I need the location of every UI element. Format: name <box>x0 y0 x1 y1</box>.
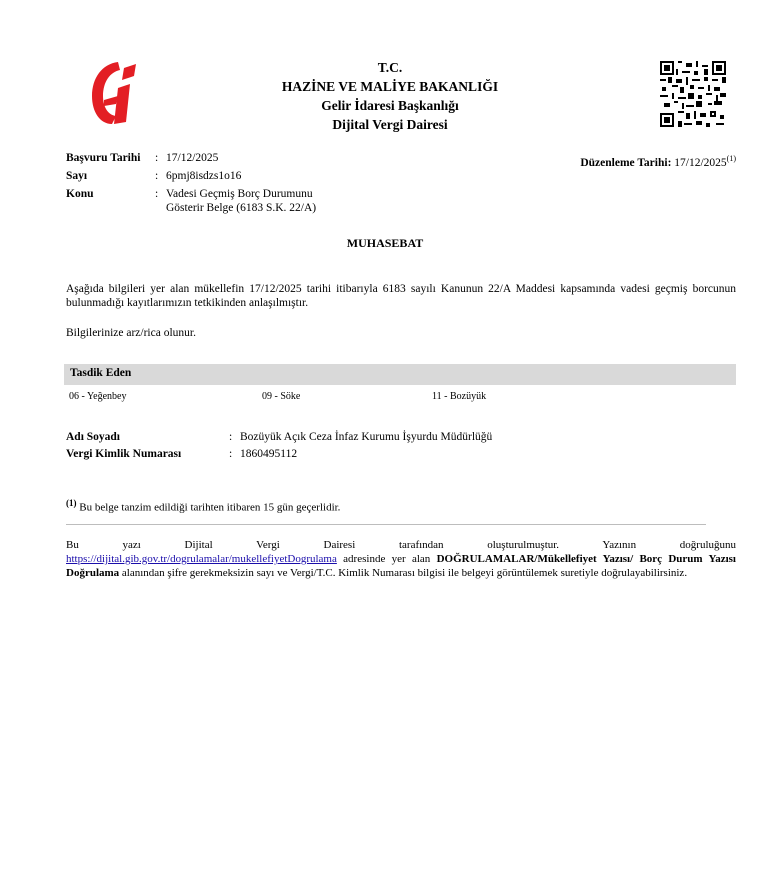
application-date-value: 17/12/2025 <box>166 152 219 164</box>
issue-date-label: Düzenleme Tarihi: <box>580 156 672 169</box>
header-office: Dijital Vergi Dairesi <box>332 117 448 132</box>
divider <box>66 524 706 525</box>
application-date-label: Başvuru Tarihi <box>66 152 141 164</box>
number-colon: : <box>155 170 159 182</box>
approver-office-2: 09 - Söke <box>262 391 301 402</box>
header-directorate: Gelir İdaresi Başkanlığı <box>321 98 459 113</box>
header-ministry: HAZİNE VE MALİYE BAKANLIĞI <box>281 79 499 94</box>
tax-id-colon: : <box>229 448 233 460</box>
header-tc: T.C. <box>377 60 403 75</box>
body-paragraph-2: Bilgilerinize arz/rica olunur. <box>66 327 196 339</box>
qr-code <box>660 61 726 127</box>
tax-id-label: Vergi Kimlik Numarası <box>66 448 182 460</box>
number-value: 6pmj8isdzs1o16 <box>166 170 242 182</box>
subject-colon: : <box>155 188 159 200</box>
application-date-colon: : <box>155 152 159 164</box>
gib-logo <box>88 60 138 126</box>
footnote <box>66 498 340 514</box>
verification-paragraph <box>66 538 736 580</box>
document-title: MUHASEBAT <box>346 236 424 250</box>
verification-text-a: adresinde yer alan <box>336 553 437 565</box>
name-colon: : <box>229 431 233 443</box>
name-label: Adı Soyadı <box>66 431 121 443</box>
approver-header: Tasdik Eden <box>70 367 132 379</box>
issue-date <box>580 152 736 170</box>
footnote-marker: (1) <box>66 498 77 508</box>
tax-id-value: 1860495112 <box>240 448 298 460</box>
verification-link[interactable]: https://dijital.gib.gov.tr/dogrulamalar/mukellefiyetDogrulama <box>66 553 337 565</box>
approver-office-1: 06 - Yeğenbey <box>69 391 127 402</box>
verification-text-b: alanından şifre gerekmeksizin sayı ve Vergi/T.C. Kimlik Numarası bilgisi ile belgeyi görüntülemek suretiyle doğrulayabilirsiniz. <box>119 567 688 579</box>
name-value: Bozüyük Açık Ceza İnfaz Kurumu İşyurdu Müdürlüğü <box>240 431 493 443</box>
subject-label: Konu <box>66 188 94 200</box>
subject-value-line1: Vadesi Geçmiş Borç Durumunu <box>166 188 313 200</box>
verification-line-1: Bu yazı Dijital Vergi Dairesi tarafından oluşturulmuştur. Yazının doğruluğunu <box>66 539 736 551</box>
approver-header-band <box>64 364 736 385</box>
verification-bold: DOĞRULAMALAR/Mükellefiyet Yazısı/ Borç Durum Yazısı Doğrulama <box>66 553 736 579</box>
document-header <box>180 58 600 134</box>
approver-office-3: 11 - Bozüyük <box>432 391 487 402</box>
footnote-text: Bu belge tanzim edildiği tarihten itibaren 15 gün geçerlidir. <box>79 501 341 514</box>
issue-date-footnote-marker: (1) <box>726 154 736 163</box>
body-paragraph-1: Aşağıda bilgileri yer alan mükellefin 17/12/2025 tarihi itibarıyla 6183 sayılı Kanunun 22/A Maddesi kapsamında vadesi geçmiş borcunun bulunmadığı kayıtlarımızın tetkikinden anlaşılmıştır. <box>66 283 736 309</box>
number-label: Sayı <box>66 170 88 182</box>
subject-value-line2: Gösterir Belge (6183 S.K. 22/A) <box>166 202 317 214</box>
issue-date-value: 17/12/2025 <box>674 156 727 169</box>
